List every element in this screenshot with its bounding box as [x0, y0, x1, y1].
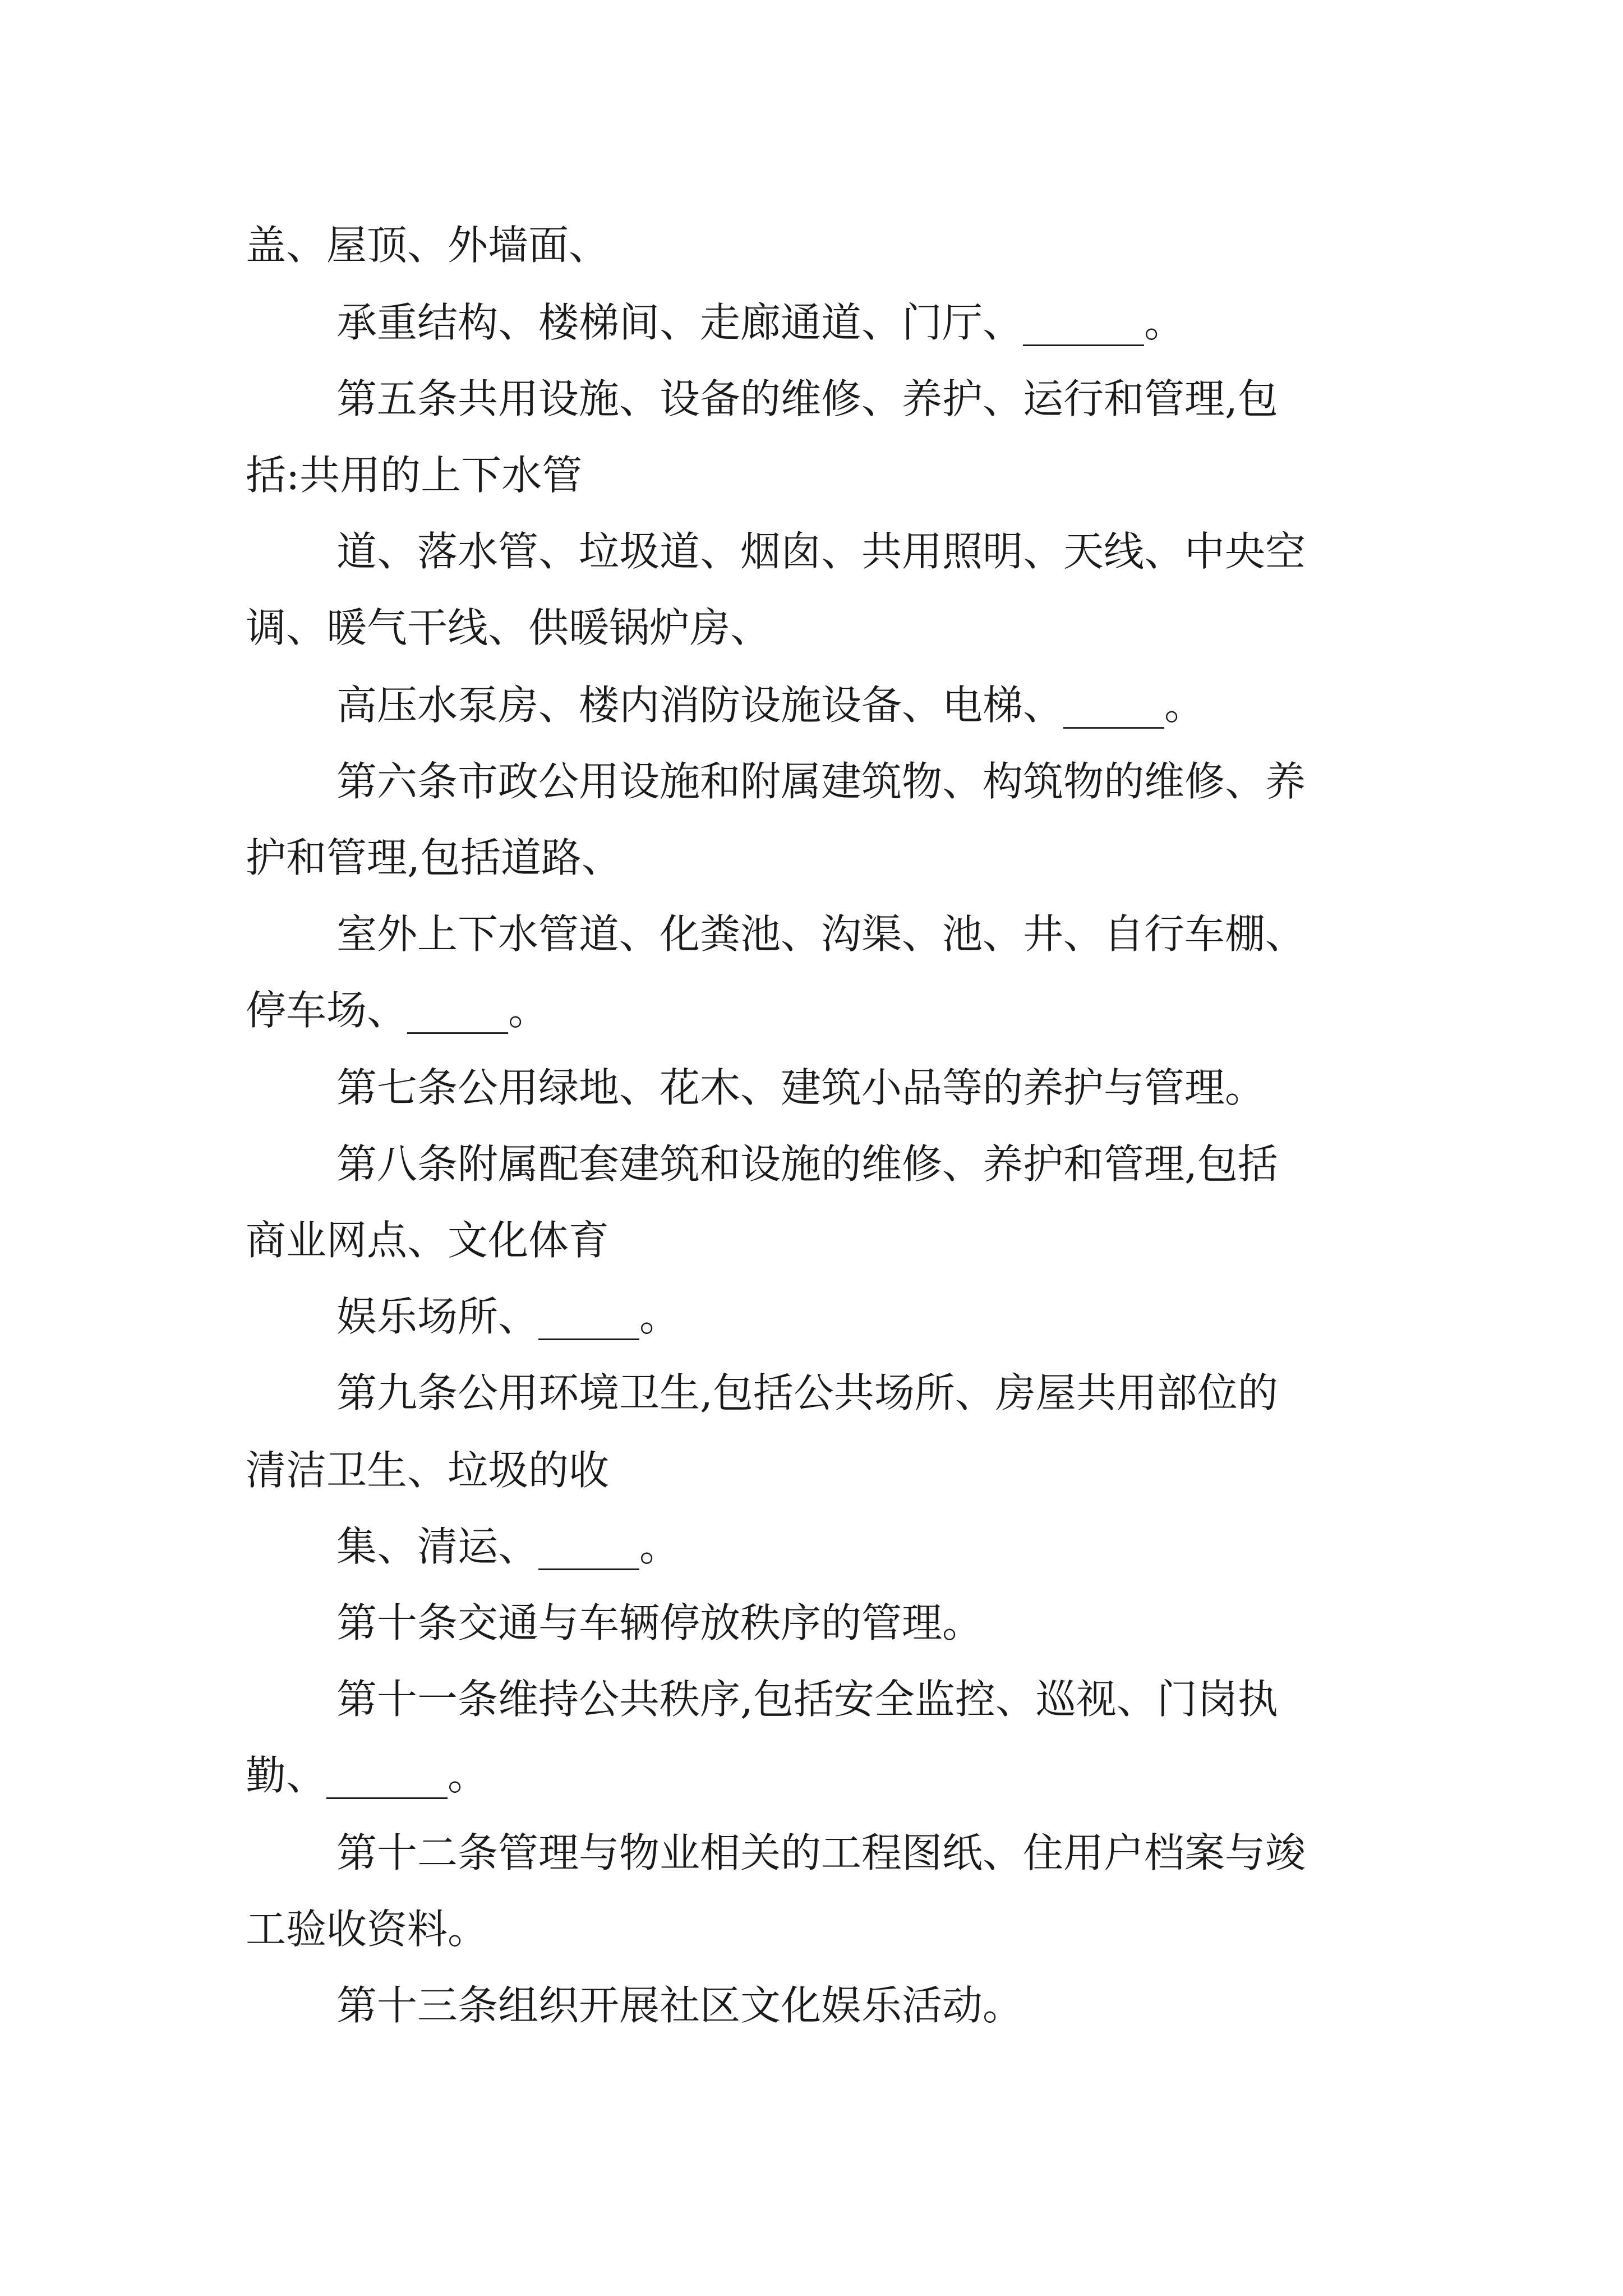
- text-line: 第八条附属配套建筑和设施的维修、养护和管理,包括: [336, 1140, 1278, 1188]
- text-line: 第六条市政公用设施和附属建筑物、构筑物的维修、养: [336, 758, 1306, 805]
- text-line: 第十条交通与车辆停放秩序的管理。: [336, 1599, 983, 1646]
- text-line: 高压水泵房、楼内消防设施设备、电梯、_____。: [336, 682, 1205, 729]
- text-line: 括:共用的上下水管: [246, 452, 583, 499]
- text-line: 娱乐场所、_____。: [336, 1293, 680, 1340]
- text-line: 第九条公用环境卫生,包括公共场所、房屋共用部位的: [336, 1369, 1278, 1416]
- text-line: 清洁卫生、垃圾的收: [246, 1447, 610, 1494]
- text-line: 集、清运、_____。: [336, 1523, 680, 1570]
- text-line: 第十三条组织开展社区文化娱乐活动。: [336, 1982, 1023, 2029]
- text-line: 承重结构、楼梯间、走廊通道、门厅、______。: [336, 299, 1185, 346]
- text-line: 第五条共用设施、设备的维修、养护、运行和管理,包: [336, 375, 1278, 422]
- text-line: 护和管理,包括道路、: [246, 834, 622, 881]
- text-line: 第十一条维持公共秩序,包括安全监控、巡视、门岗执: [336, 1676, 1278, 1723]
- text-line: 工验收资料。: [246, 1906, 488, 1953]
- text-line: 道、落水管、垃圾道、烟囱、共用照明、天线、中央空: [336, 528, 1306, 575]
- text-line: 商业网点、文化体育: [246, 1217, 610, 1264]
- text-line: 勤、______。: [246, 1752, 488, 1799]
- text-line: 调、暖气干线、供暖锅炉房、: [246, 604, 771, 651]
- text-line: 第七条公用绿地、花木、建筑小品等的养护与管理。: [336, 1064, 1266, 1111]
- text-line: 盖、屋顶、外墙面、: [246, 222, 610, 269]
- text-line: 室外上下水管道、化粪池、沟渠、池、井、自行车棚、: [336, 910, 1306, 958]
- text-line: 停车场、_____。: [246, 987, 549, 1034]
- text-line: 第十二条管理与物业相关的工程图纸、住用户档案与竣: [336, 1829, 1306, 1876]
